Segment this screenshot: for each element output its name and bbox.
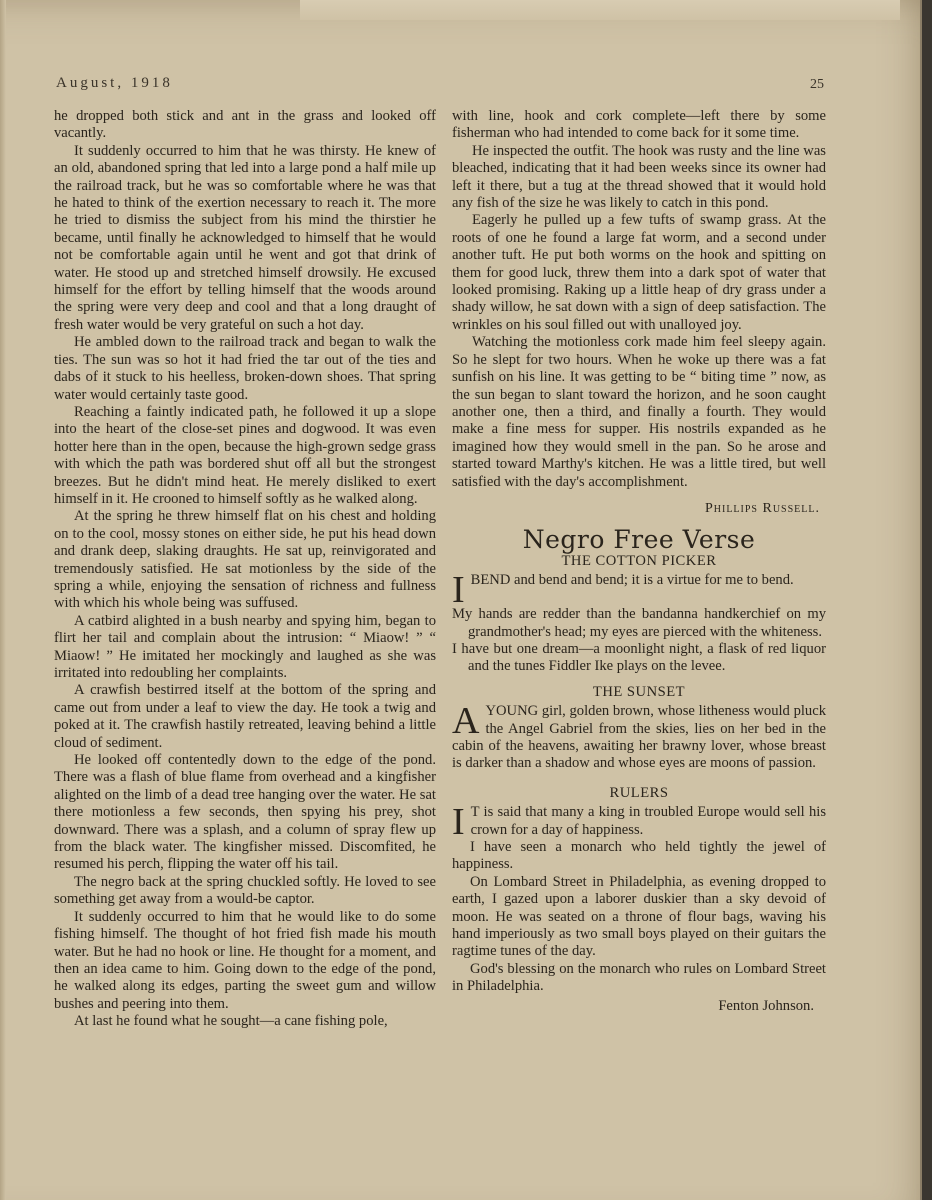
- dropcap: I: [452, 569, 465, 612]
- story-paragraph: Eagerly he pulled up a few tufts of swamp grass. At the roots of one he found a large fat worm, and a second under another tuft. He put both worms on the hook and spitting on them for good luck, threw them into a dark spot of water that looked promising. Raking up a little heap of dry grass under a shady willow, he sat down with a sign of deep satisfaction. The wrinkles on his soul filled out with unalloyed joy.: [452, 212, 826, 333]
- poem-line: BEND and bend and bend; it is a virtue for me to bend.: [470, 572, 794, 589]
- poem-cotton-picker-first: [452, 569, 826, 612]
- poem-text: YOUNG girl, golden brown, whose litheness would pluck the Angel Gabriel from the skies, lies on her bed in the cabin of the heavens, awaiting her brawny lover, whose breast is darker than a shadow and whose eyes are moons of passion.: [452, 703, 826, 772]
- poem-para: God's blessing on the monarch who rules on Lombard Street in Philadelphia.: [452, 960, 826, 995]
- paper-top-edge: [300, 0, 900, 20]
- story-paragraph: he dropped both stick and ant in the grass and looked off vacantly.: [54, 108, 436, 142]
- poem-rulers: [452, 785, 826, 1015]
- story-paragraph: A crawfish bestirred itself at the bottom of the spring and came out from under a leaf to view the day. He took a twig and poked at it. The crawfish hastily retreated, leaving behind a little cloud of sediment.: [54, 682, 436, 751]
- poem-rulers-first: [452, 801, 826, 844]
- story-paragraph: Reaching a faintly indicated path, he followed it up a slope into the heart of the close-set pines and dogwood. It was even hotter here than in the open, because the high-grown sedge grass with which the path was bordered shut off all but the strongest breezes. But he didn't mind heat. He merely disliked to exert himself in it. He crooned to himself softly as he walked along.: [54, 403, 436, 507]
- story-paragraph: He ambled down to the railroad track and began to walk the ties. The sun was so hot it had fried the tar out of the ties and dabs of it stuck to his heelless, broken-down shoes. That spring water would certainly taste good.: [54, 334, 436, 403]
- page-number: 25: [810, 77, 824, 92]
- story-paragraph: At the spring he threw himself flat on his chest and holding on to the cool, mossy stones on either side, he put his head down and drank deep, slaking draughts. He sat up, reinvigorated and tremendously satisfied. He sat motionless by the side of the spring a while, enjoying the sensation of richness and fullness with which his whole being was suffused.: [54, 508, 436, 612]
- left-column: [54, 108, 436, 1031]
- poem-sunset: [452, 684, 826, 773]
- poem-line: I have but one dream—a moonlight night, a flask of red liquor and the tunes Fiddler Ike plays on the levee.: [452, 640, 826, 675]
- story-paragraph: It suddenly occurred to him that he was thirsty. He knew of an old, abandoned spring that led into a large pond a half mile up the railroad track, but he was so comfortable where he was that he hated to think of the exertion necessary to reach it. The more he tried to dismiss the subject from his mind the thirstier he became, until finally he acknowledged to himself that he would not be comfortable again until he went and got that drink of water. He stood up and stretched himself drowsily. He excused himself for the effort by telling himself that the woods around the spring were very deep and cool and that a long draught of fresh water would be very grateful on such a hot day.: [54, 142, 436, 333]
- spine-edge: [0, 0, 6, 1200]
- poem-title-cotton-picker: THE COTTON PICKER: [561, 552, 717, 569]
- story-paragraph: He inspected the outfit. The hook was rusty and the line was bleached, indicating that it had been weeks since its owner had left it there, but a tug at the thread showed that it would hold any fish of the size he was likely to catch in this pond.: [452, 142, 826, 212]
- dropcap: I: [452, 801, 465, 844]
- header-date: August, 1918: [56, 75, 173, 91]
- story-author: [452, 499, 826, 517]
- section-title: Negro Free Verse: [522, 525, 756, 555]
- dropcap: A: [452, 700, 480, 743]
- poem-para: On Lombard Street in Philadelphia, as evening dropped to earth, I gazed upon a laborer duskier than a sky devoid of moon. He was seated on a throne of flour bags, waving his hand imperiously as two small boys played on their guitars the ragtime tunes of the day.: [452, 873, 826, 960]
- poem-sunset-text: [452, 700, 826, 773]
- poem-para: I have seen a monarch who held tightly the jewel of happiness.: [452, 839, 826, 873]
- poem-text: T is said that many a king in troubled Europe would sell his crown for a day of happiness.: [470, 804, 826, 838]
- story-paragraph: A catbird alighted in a bush nearby and spying him, began to flirt her tail and complain about the intrusion: “ Miaow! ” “ Miaow! ” He imitated her mockingly and laughed as she was irritated into redoubling her complaints.: [54, 612, 436, 681]
- poem-title-rulers: RULERS: [609, 784, 669, 801]
- poem-line: My hands are redder than the bandanna handkerchief on my grandmother's head; my eyes are pierced with the whiteness.: [452, 606, 826, 640]
- story-paragraph: The negro back at the spring chuckled softly. He loved to see something get away from a would-be captor.: [54, 873, 436, 908]
- story-paragraph: He looked off contentedly down to the edge of the pond. There was a flash of blue flame from overhead and a kingfisher alighted on the limb of a dead tree hanging over the water. He sat there motionless a few seconds, then spying his prey, shot downward. There was a splash, and a column of spray flew up from the black water. The kingfisher missed. Discomfited, he resumed his perch, flipping the water off his tail.: [54, 752, 436, 873]
- poem-author: Fenton Johnson.: [718, 997, 814, 1014]
- story-paragraph: It suddenly occurred to him that he would like to do some fishing himself. The thought of hot fried fish made his mouth water. But he had no hook or line. He thought for a moment, and then an idea came to him. Going down to the edge of the pond, he walked along its edges, parting the sweet gum and willow bushes and peering into them.: [54, 908, 436, 1012]
- right-column: [452, 108, 826, 1015]
- story-continuation: [452, 108, 826, 491]
- poem-title-sunset: THE SUNSET: [592, 683, 686, 700]
- story-paragraph: with line, hook and cork complete—left there by some fisherman who had intended to come back for it some time.: [452, 108, 826, 142]
- poem-cotton-picker: [452, 553, 826, 676]
- story-author-name: Phillips Russell.: [704, 500, 820, 516]
- story-paragraph: At last he found what he sought—a cane fishing pole,: [74, 1013, 388, 1030]
- story-paragraph: Watching the motionless cork made him feel sleepy again. So he slept for two hours. When he woke up there was a fat sunfish on his line. It was getting to be “ biting time ” now, as the sun began to slant toward the horizon, and he soon caught another one, then a third, and finally a fourth. They would make a fine mess for supper. His nostrils expanded as he imagined how they would smell in the pan. So he arose and started toward Marthy's kitchen. He was a little tired, but well satisfied with the day's accomplishment.: [452, 334, 826, 490]
